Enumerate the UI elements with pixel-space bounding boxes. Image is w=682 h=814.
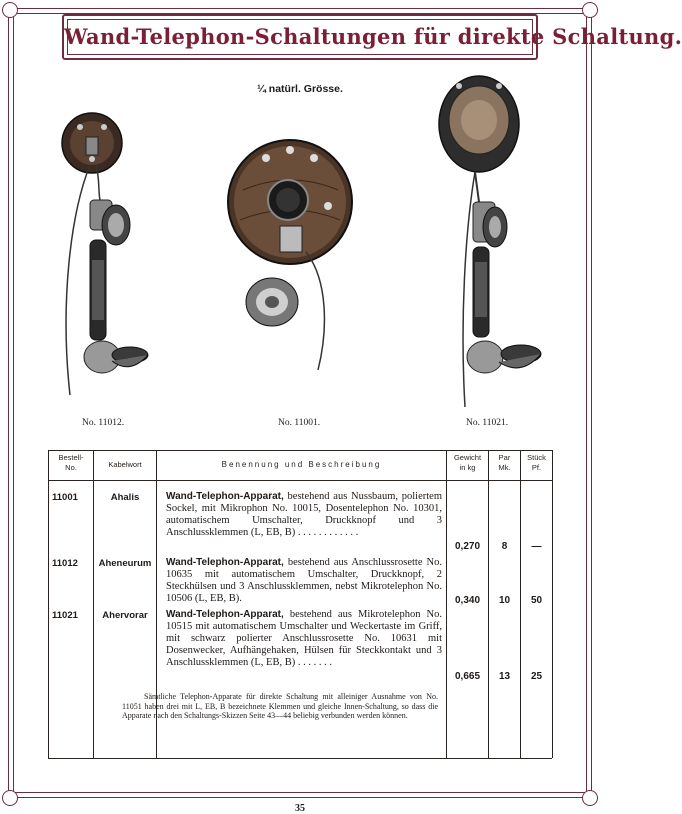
telephone-11001-illustration — [228, 130, 368, 380]
row-1-name: Wand-Telephon-Apparat, — [166, 491, 284, 502]
row-2-name: Wand-Telephon-Apparat, — [166, 557, 284, 568]
row-3-kabelwort: Ahervorar — [102, 610, 148, 621]
figure-caption: No. 11001. — [278, 418, 321, 428]
row-3-name: Wand-Telephon-Apparat, — [166, 609, 284, 620]
figure-caption: No. 11021. — [466, 418, 509, 428]
header-kabelwort: Kabelwort — [108, 460, 142, 469]
header-benennung: Benennung und Beschreibung — [221, 460, 382, 469]
table-rule — [48, 758, 552, 759]
table-rule — [48, 480, 552, 481]
header-stueck-pf: Stück Pf. — [527, 453, 546, 472]
row-1-no: 11001 — [52, 492, 78, 503]
corner-ornament — [2, 2, 18, 18]
row-2-pf: 50 — [530, 595, 543, 606]
row-3-description — [166, 609, 442, 669]
row-1-kabelwort: Ahalis — [110, 492, 140, 503]
telephone-11021-illustration — [425, 72, 550, 417]
header-par-mk: Par Mk. — [498, 453, 511, 472]
page-title: Wand-Telephon-Schaltungen für direkte Schaltung. — [64, 24, 682, 49]
row-3-mk: 13 — [498, 671, 511, 682]
row-1-desc: bestehend aus Nussbaum, poliertem Sockel, mit Mikrophon No. 10015, Dosentelephon No. 10301, automatischem Umschalter, Druckknopf und 3 Anschlussklemmen (L, EB, B) . . . . . . . . . . . . — [166, 491, 442, 538]
telephone-11012-illustration — [50, 105, 160, 415]
row-2-mk: 10 — [498, 595, 511, 606]
title-banner — [62, 14, 682, 60]
row-2-no: 11012 — [52, 558, 78, 569]
table-rule — [552, 450, 553, 758]
row-1-pf: — — [531, 541, 542, 552]
table-rule — [48, 450, 49, 758]
row-2-kabelwort: Aheneurum — [98, 558, 152, 569]
row-3-no: 11021 — [52, 610, 78, 621]
row-1-gewicht: 0,270 — [454, 541, 481, 552]
corner-ornament — [582, 2, 598, 18]
figure-caption: No. 11012. — [82, 418, 125, 428]
header-gewicht: Gewicht in kg — [453, 453, 482, 472]
table-footnote: Sämtliche Telephon-Apparate für direkte Schaltung mit alleiniger Ausnahme von No. 11051 haben drei mit L, EB, B bezeichnete Klemmen und gleiche Innen-Schaltung, so dass die Apparate nach den Schaltungs-Skizzen Seite 43—44 beliebig verbunden werden können. — [122, 692, 438, 720]
header-bestell-no: Bestell- No. — [58, 453, 84, 472]
row-1-description — [166, 491, 442, 539]
row-3-pf: 25 — [530, 671, 543, 682]
scale-note: ¼ natürl. Grösse. — [257, 83, 343, 95]
row-3-desc: bestehend aus Mikrotelephon No. 10515 mit automatischem Umschalter und Weckertaste im Griff, mit schwarz polierter Anschlussrosette No. 10631 mit Dosenwecker, Aufhängehaken, Hülsen für Steckkontakt und 3 Anschlussklemmen (L, EB, B) . . . . . . . — [166, 609, 442, 668]
row-1-mk: 8 — [501, 541, 508, 552]
row-2-gewicht: 0,340 — [454, 595, 481, 606]
row-3-gewicht: 0,665 — [454, 671, 481, 682]
row-2-desc: bestehend aus Anschlussrosette No. 10635 mit automatischem Umschalter, Druckknopf, 2 Steckhülsen und 3 Anschlussklemmen, nebst Mikrotelephon No. 10506 (L, EB, B). — [166, 557, 442, 604]
row-2-description — [166, 557, 442, 605]
table-rule — [48, 450, 552, 451]
page-number: 35 — [295, 803, 305, 814]
